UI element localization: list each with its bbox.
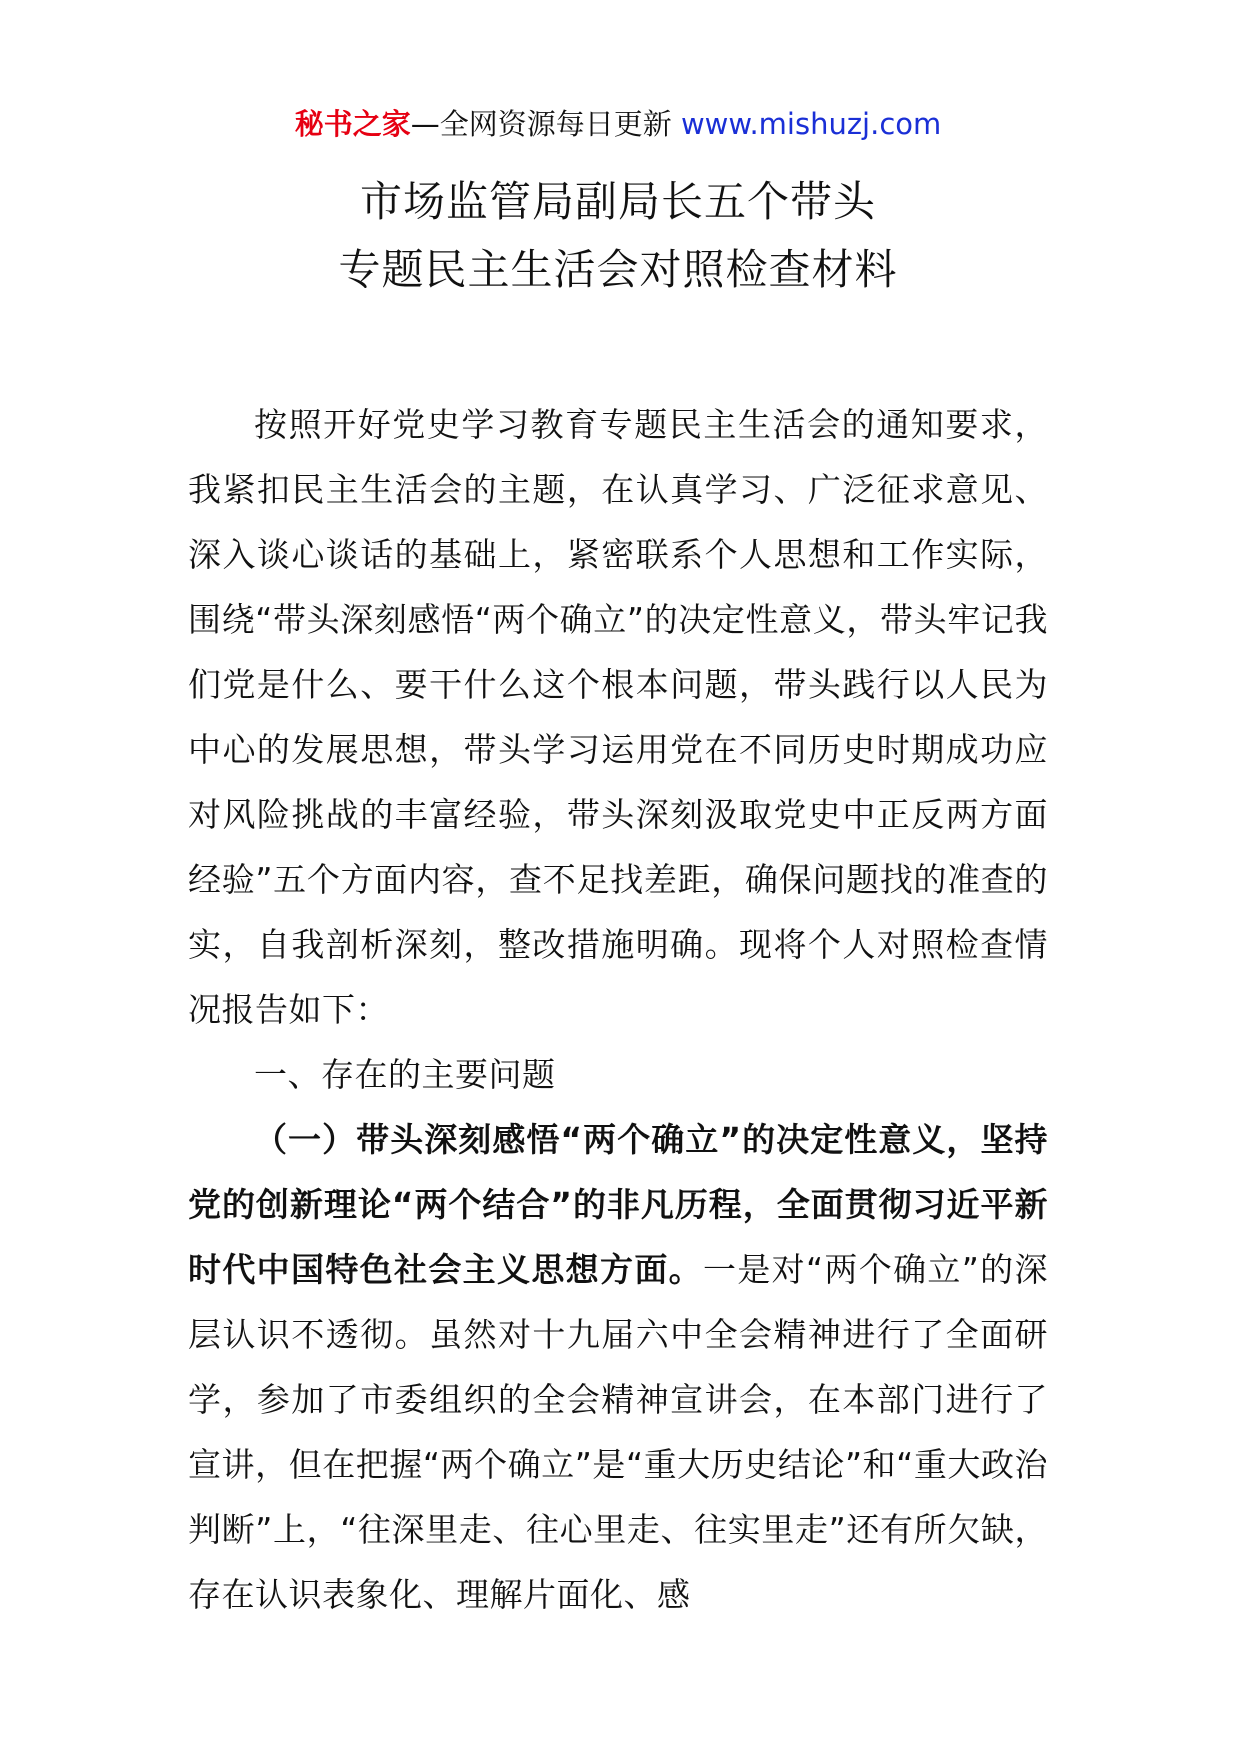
subsection-paragraph-1 (188, 1107, 1048, 1627)
document-title (188, 168, 1048, 304)
site-url[interactable]: www.mishuzj.com (680, 107, 942, 141)
site-header (188, 0, 1048, 144)
header-tagline: —全网资源每日更新 (410, 107, 681, 141)
title-line-1: 市场监管局副局长五个带头 (359, 177, 876, 226)
intro-paragraph: 按照开好党史学习教育专题民主生活会的通知要求，我紧扣民主生活会的主题，在认真学习、广泛征求意见、深入谈心谈话的基础上，紧密联系个人思想和工作实际，围绕“带头深刻感悟“两个确立”的决定性意义，带头牢记我们党是什么、要干什么这个根本问题，带头践行以人民为中心的发展思想，带头学习运用党在不同历史时期成功应对风险挑战的丰富经验，带头深刻汲取党史中正反两方面经验”五个方面内容，查不足找差距，确保问题找的准查的实，自我剖析深刻，整改措施明确。现将个人对照检查情况报告如下： (188, 405, 1048, 1029)
subsection-text-1: 一是对“两个确立”的深层认识不透彻。虽然对十九届六中全会精神进行了全面研学，参加了市委组织的全会精神宣讲会，在本部门进行了宣讲，但在把握“两个确立”是“重大历史结论”和“重大政治判断”上，“往深里走、往心里走、往实里走”还有所欠缺，存在认识表象化、理解片面化、感 (188, 1250, 1048, 1614)
brand-name: 秘书之家 (294, 107, 411, 141)
title-line-2: 专题民主生活会对照检查材料 (338, 245, 898, 294)
document-body (188, 392, 1048, 1627)
section-heading-1: 一、存在的主要问题 (254, 1055, 556, 1094)
subsection-heading-1: （一）带头深刻感悟“两个确立”的决定性意义，坚持党的创新理论“两个结合”的非凡历程，全面贯彻习近平新时代中国特色社会主义思想方面。 (188, 1120, 1048, 1289)
